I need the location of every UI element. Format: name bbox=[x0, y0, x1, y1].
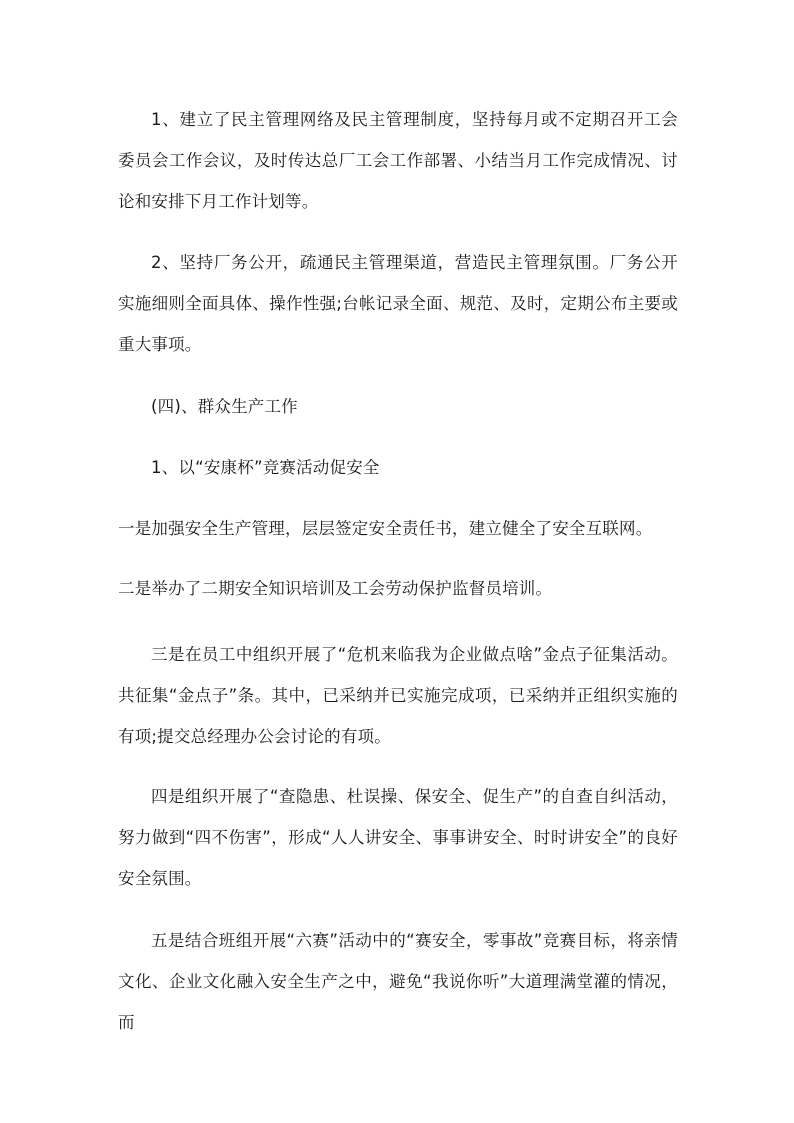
section-heading-mass-production: (四)、群众生产工作 bbox=[151, 397, 298, 416]
paragraph-item-three: 三是在员工中组织开展了“危机来临我为企业做点啥”金点子征集活动。共征集“金点子”条。其中，已采纳并已实施完成项，已采纳并正组织实施的有项;提交总经理办公会讨论的有项。 bbox=[118, 645, 678, 746]
paragraph-democratic-network: 1、建立了民主管理网络及民主管理制度，坚持每月或不定期召开工会委员会工作会议，及时传达总厂工会工作部署、小结当月工作完成情况、讨论和安排下月工作计划等。 bbox=[118, 110, 678, 211]
paragraph-item-five: 五是结合班组开展“六赛”活动中的“赛安全，零事故”竞赛目标，将亲情文化、企业文化融入安全生产之中，避免“我说你听”大道理满堂灌的情况，而 bbox=[118, 931, 678, 1032]
paragraph-item-four: 四是组织开展了“查隐患、杜误操、保安全、促生产”的自查自纠活动，努力做到“四不伤害”，形成“人人讲安全、事事讲安全、时时讲安全”的良好安全氛围。 bbox=[118, 787, 678, 888]
subheading-ankang-cup: 1、以“安康杯”竞赛活动促安全 bbox=[151, 458, 380, 477]
paragraph-factory-affairs: 2、坚持厂务公开，疏通民主管理渠道，营造民主管理氛围。厂务公开实施细则全面具体、操作性强;台帐记录全面、规范、及时，定期公布主要或重大事项。 bbox=[118, 253, 678, 354]
paragraph-item-one: 一是加强安全生产管理，层层签定安全责任书，建立健全了安全互联网。 bbox=[118, 519, 653, 538]
paragraph-item-two: 二是举办了二期安全知识培训及工会劳动保护监督员培训。 bbox=[118, 579, 553, 598]
